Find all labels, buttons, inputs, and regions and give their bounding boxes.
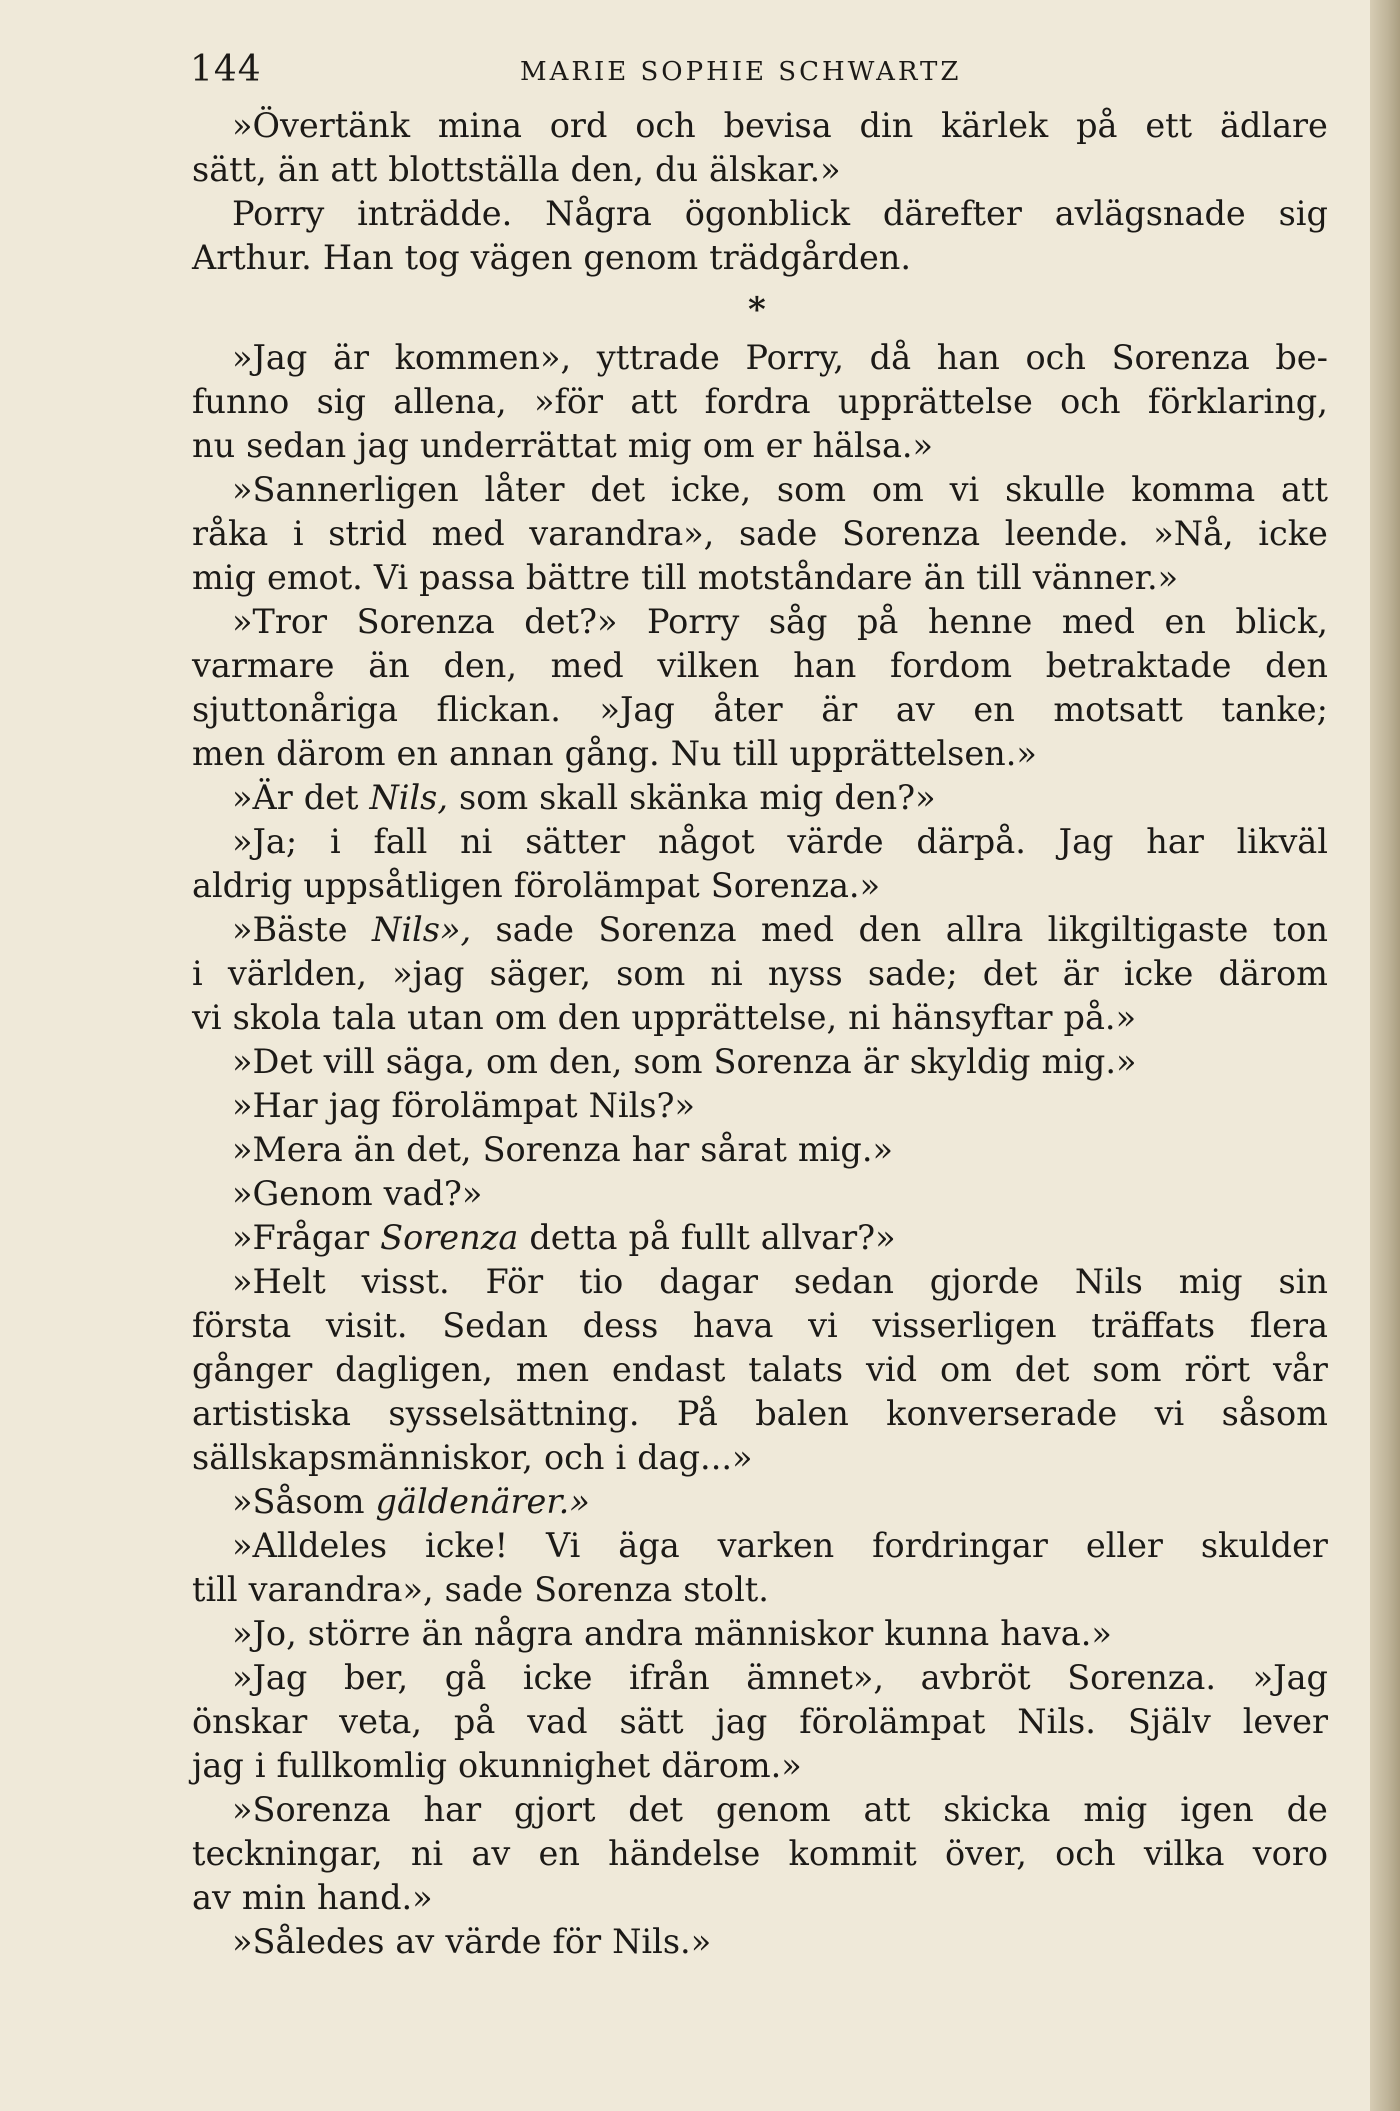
text-line: funno sig allena, »för att fordra upprättelse och förklaring,	[192, 382, 1328, 421]
text-line: sätt, än att blottställa den, du älskar.»	[192, 150, 841, 189]
text-line: »Frågar Sorenza detta på fullt allvar?»	[232, 1218, 896, 1257]
page-edge	[1370, 0, 1400, 2111]
text-section-after	[192, 336, 1328, 1964]
text-line: Arthur. Han tog vägen genom trädgården.	[192, 238, 912, 277]
text-line: önskar veta, på vad sätt jag förolämpat Nils. Själv lever	[192, 1702, 1328, 1741]
text-line: Porry inträdde. Några ögonblick därefter avlägsnade sig	[232, 194, 1328, 233]
text-line: »Bäste Nils», sade Sorenza med den allra likgiltigaste ton	[232, 910, 1328, 949]
text-line: »Har jag förolämpat Nils?»	[232, 1086, 695, 1125]
text-line: »Jo, större än några andra människor kunna hava.»	[232, 1614, 1112, 1653]
text-line: »Det vill säga, om den, som Sorenza är skyldig mig.»	[232, 1042, 1137, 1081]
text-line: jag i fullkomlig okunnighet därom.»	[192, 1746, 802, 1785]
text-line: »Sannerligen låter det icke, som om vi skulle komma att	[232, 470, 1328, 509]
asterisk-separator: *	[748, 290, 766, 330]
text-line: sjuttonåriga flickan. »Jag åter är av en motsatt tanke;	[192, 690, 1328, 729]
section-break	[192, 280, 1328, 336]
page-number: 144	[190, 49, 262, 90]
text-line: varmare än den, med vilken han fordom betraktade den	[192, 646, 1328, 685]
text-line: första visit. Sedan dess hava vi visserligen träffats flera	[192, 1306, 1328, 1345]
text-line: nu sedan jag underrättat mig om er hälsa.»	[192, 426, 934, 465]
text-line: gånger dagligen, men endast talats vid om det som rört vår	[192, 1350, 1328, 1389]
text-line: »Helt visst. För tio dagar sedan gjorde Nils mig sin	[232, 1262, 1328, 1301]
text-line: till varandra», sade Sorenza stolt.	[192, 1570, 769, 1609]
text-line: mig emot. Vi passa bättre till motståndare än till vänner.»	[192, 558, 1179, 597]
text-line: »Således av värde för Nils.»	[232, 1922, 712, 1961]
text-line: i världen, »jag säger, som ni nyss sade; det är icke därom	[192, 954, 1328, 993]
text-line: men därom en annan gång. Nu till upprättelsen.»	[192, 734, 1037, 773]
text-line: »Ja; i fall ni sätter något värde därpå. Jag har likväl	[232, 822, 1328, 861]
text-line: »Övertänk mina ord och bevisa din kärlek på ett ädlare	[232, 106, 1328, 145]
text-line: vi skola tala utan om den upprättelse, ni hänsyftar på.»	[192, 998, 1137, 1037]
text-line: av min hand.»	[192, 1878, 433, 1917]
text-line: artistiska sysselsättning. På balen konverserade vi såsom	[192, 1394, 1328, 1433]
text-line: »Alldeles icke! Vi äga varken fordringar eller skulder	[232, 1526, 1328, 1565]
text-line: »Jag är kommen», yttrade Porry, då han och Sorenza be-	[232, 338, 1328, 377]
text-line: »Sorenza har gjort det genom att skicka mig igen de	[232, 1790, 1328, 1829]
text-section-before	[192, 104, 1328, 280]
text-line: teckningar, ni av en händelse kommit över, och vilka voro	[192, 1834, 1328, 1873]
body-text	[192, 104, 1328, 1964]
text-line: råka i strid med varandra», sade Sorenza leende. »Nå, icke	[192, 514, 1328, 553]
text-line: »Jag ber, gå icke ifrån ämnet», avbröt Sorenza. »Jag	[232, 1658, 1328, 1697]
text-line: aldrig uppsåtligen förolämpat Sorenza.»	[192, 866, 881, 905]
running-head: MARIE SOPHIE SCHWARTZ	[520, 57, 962, 87]
text-line: »Mera än det, Sorenza har sårat mig.»	[232, 1130, 893, 1169]
text-line: sällskapsmänniskor, och i dag...»	[192, 1438, 753, 1477]
text-line: »Är det Nils, som skall skänka mig den?»	[232, 778, 936, 817]
page-header	[190, 45, 1290, 95]
text-line: »Tror Sorenza det?» Porry såg på henne med en blick,	[232, 602, 1328, 641]
text-line: »Såsom gäldenärer.»	[232, 1482, 590, 1521]
text-line: »Genom vad?»	[232, 1174, 483, 1213]
